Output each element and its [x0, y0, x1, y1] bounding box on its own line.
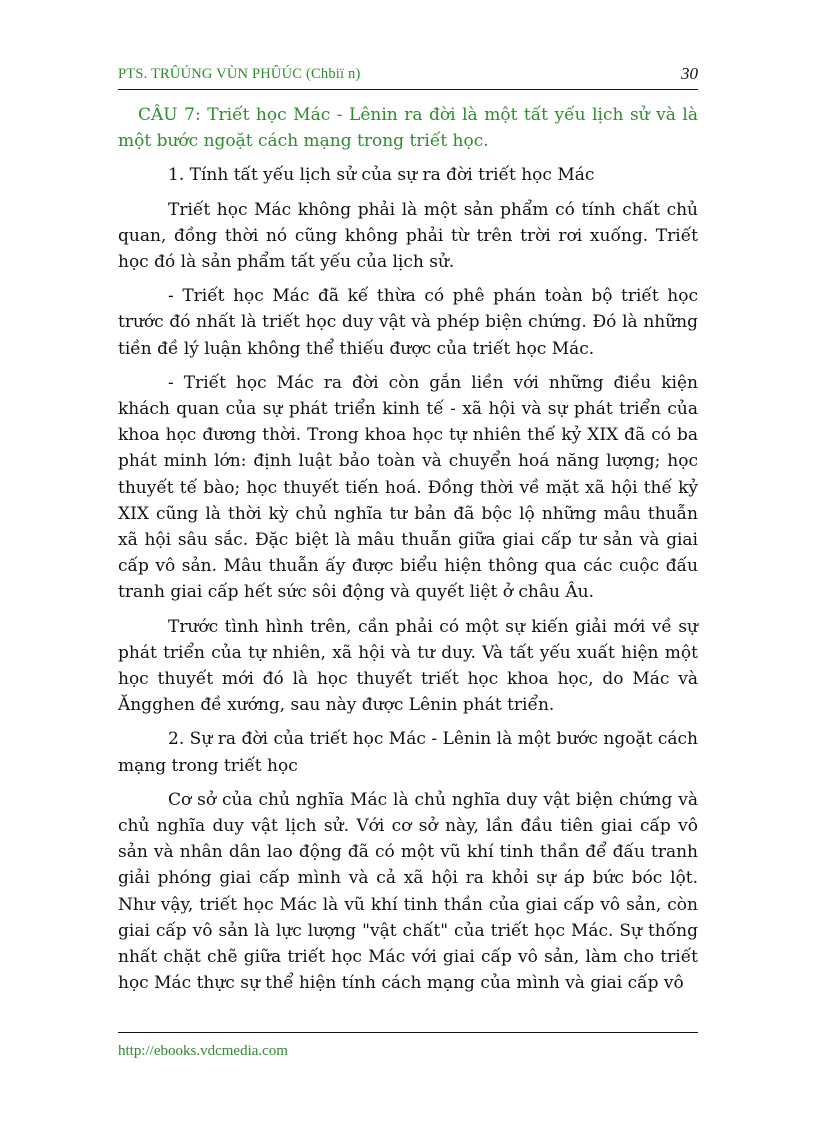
- header-divider: [118, 89, 698, 90]
- section-heading-2: 2. Sự ra đời của triết học Mác - Lênin là một bước ngoặt cách mạng trong triết học: [118, 729, 698, 776]
- paragraph: Trước tình hình trên, cần phải có một sự kiến giải mới về sự phát triển của tự nhiên, xã hội và tư duy. Và tất yếu xuất hiện một học thuyết mới đó là học thuyết triết học khoa học, do Mác và Ăngghen đề xướng, sau này được Lênin phát triển.: [118, 616, 698, 716]
- paragraph: Cơ sở của chủ nghĩa Mác là chủ nghĩa duy vật biện chứng và chủ nghĩa duy vật lịch sử. Với cơ sở này, lần đầu tiên giai cấp vô sản và nhân dân lao động đã có một vũ khí tinh thần để đấu tranh giải phóng giai cấp mình và cả xã hội ra khỏi sự áp bức bóc lột. Như vậy, triết học Mác là vũ khí tinh thần của giai cấp vô sản, còn giai cấp vô sản là lực lượng "vật chất" của triết học Mác. Sự thống nhất chặt chẽ giữa triết học Mác với giai cấp vô sản, làm cho triết học Mác thực sự thể hiện tính cách mạng của mình và giai cấp vô: [118, 789, 698, 994]
- page-body: [118, 102, 698, 997]
- paragraph: Triết học Mác không phải là một sản phẩm có tính chất chủ quan, đồng thời nó cũng không phải từ trên trời rơi xuống. Triết học đó là sản phẩm tất yếu của lịch sử.: [118, 199, 698, 273]
- footer-divider: [118, 1032, 698, 1033]
- footer-url-link[interactable]: http://ebooks.vdcmedia.com: [118, 1043, 288, 1059]
- page-number: 30: [681, 64, 698, 83]
- page-header: [118, 64, 698, 86]
- header-author: PTS. TRÛÚNG VÙN PHÛÚC (Chbiï n): [118, 66, 361, 82]
- question-title: CÂU 7: Triết học Mác - Lênin ra đời là một tất yếu lịch sử và là một bước ngoặt cách mạng trong triết học.: [118, 105, 698, 152]
- section-heading-1: 1. Tính tất yếu lịch sử của sự ra đời triết học Mác: [168, 165, 595, 186]
- paragraph: - Triết học Mác đã kế thừa có phê phán toàn bộ triết học trước đó nhất là triết học duy vật và phép biện chứng. Đó là những tiền đề lý luận không thể thiếu được của triết học Mác.: [118, 286, 698, 359]
- paragraph: - Triết học Mác ra đời còn gắn liền với những điều kiện khách quan của sự phát triển kinh tế - xã hội và sự phát triển của khoa học đương thời. Trong khoa học tự nhiên thế kỷ XIX đã có ba phát minh lớn: định luật bảo toàn và chuyển hoá năng lượng; học thuyết tế bào; học thuyết tiến hoá. Đồng thời về mặt xã hội thế kỷ XIX cũng là thời kỳ chủ nghĩa tư bản đã bộc lộ những mâu thuẫn xã hội sâu sắc. Đặc biệt là mâu thuẫn giữa giai cấp tư sản và giai cấp vô sản. Mâu thuẫn ấy được biểu hiện thông qua các cuộc đấu tranh giai cấp hết sức sôi động và quyết liệt ở châu Âu.: [118, 372, 698, 603]
